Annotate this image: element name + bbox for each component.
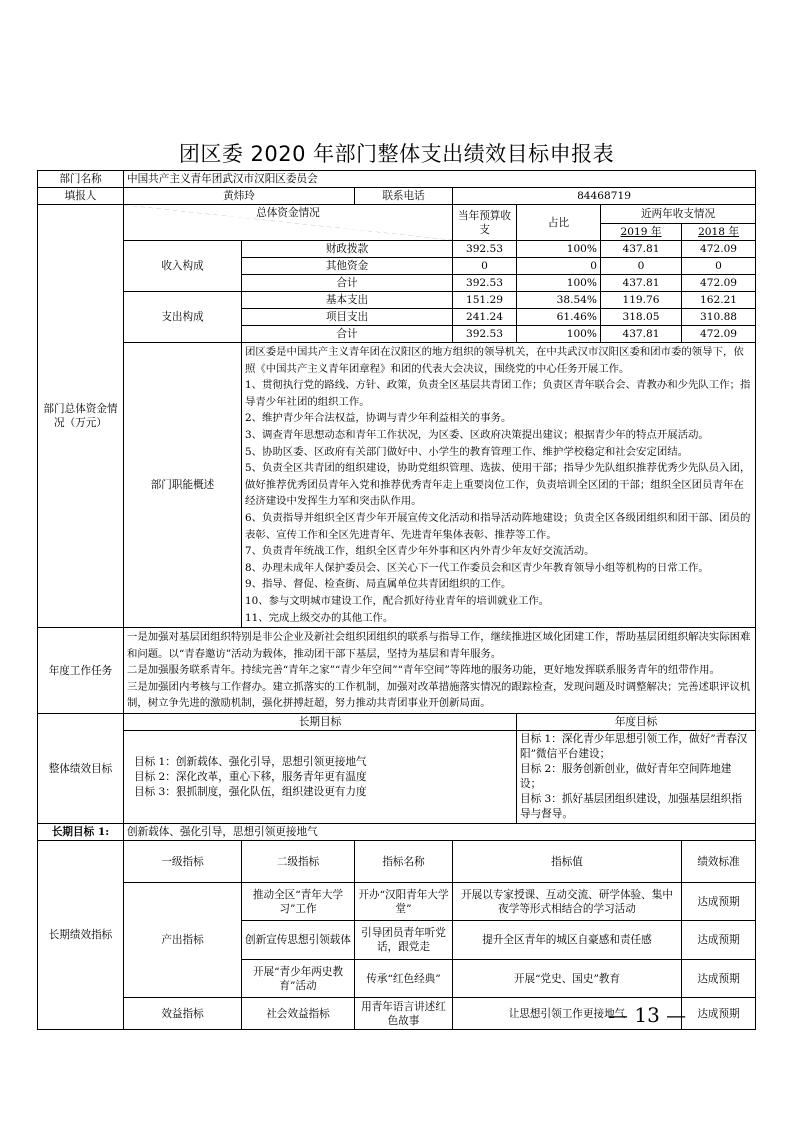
indicator-level2: 推动全区“青年大学习”工作 [242,883,355,921]
funds-header-row [38,205,756,224]
phone-label: 联系电话 [355,188,453,205]
dept-row [38,171,756,188]
long-goal: 目标 2：深化改革，重心下移，服务青年更有温度 [134,770,367,783]
duty-line: 3、调查青年思想动态和青年工作状况，为区委、区政府决策提出建议；根据青少年的特点开展活动。 [245,428,709,441]
indicator-value: 让思想引领工作更接地气 [453,998,682,1030]
indicator-standard: 达成预期 [682,883,756,921]
goals-header-row [38,714,756,731]
funds-section-label: 部门总体资金情况（万元） [38,205,124,628]
income-ratio: 0 [517,258,601,275]
duty-line: 7、负责青年统战工作，组织全区青少年外事和区内外青少年友好交流活动。 [245,545,595,558]
indicator-row [38,883,756,921]
indicator-header: 绩效标准 [682,841,756,883]
duty-line: 5、负责全区共青团的组织建设，协助党组织管理、选拔、使用干部；指导少先队组织推荐优秀少先队员入团，做好推荐优秀团员青年入党和推荐优秀青年走上重要岗位工作，负责培训全区团的干部；组织全区团员青年在经济建设中发挥生力军和突击队作用。 [245,462,751,508]
ratio-header: 占比 [517,205,601,241]
expense-row [38,292,756,309]
indicator-name: 用青年语言讲述红色故事 [355,998,453,1030]
indicator-value: 开展“党史、国史”教育 [453,960,682,998]
income-name: 其他资金 [242,258,453,275]
recent-header: 近两年收支情况 [601,205,756,224]
duty-line: 团区委是中国共产主义青年团在汉阳区的地方组织的领导机关，在中共武汉市汉阳区委和团市委的领导下，依照《中国共产主义青年团章程》和团的代表大会决议，围绕党的中心任务开展工作。 [245,346,744,375]
expense-2019: 119.76 [601,292,682,309]
overall-funds-header [124,205,453,241]
duties-label: 部门职能概述 [124,343,242,628]
annual-goal: 目标 2：服务创新创业，做好青年空间阵地建设； [520,763,732,791]
indicator-level2: 开展“青少年两史教育”活动 [242,960,355,998]
expense-name: 项目支出 [242,309,453,326]
task-line: 三是加强团内考核与工作督办。建立抓落实的工作机制，加强对改革措施落实情况的跟踪检查，发现问题及时调整解决；完善述职评议机制，树立争先进的激励机制，强化拼搏赶超，努力推动共青团事业开创新局面。 [127,680,751,710]
benefit-indicator-label: 效益指标 [124,998,242,1030]
goals-row [38,731,756,824]
annual-tasks-row [38,628,756,714]
expense-2018: 472.09 [682,326,756,343]
expense-ratio: 61.46% [517,309,601,326]
annual-tasks-content [124,628,756,714]
dept-value: 中国共产主义青年团武汉市汉阳区委员会 [124,171,756,188]
income-ratio: 100% [517,275,601,292]
duty-line: 11、完成上级交办的其他工作。 [245,611,394,624]
income-name: 财政拨款 [242,241,453,258]
year-2018-header: 2018 年 [682,224,756,241]
duties-content [242,343,756,628]
output-indicator-label: 产出指标 [124,883,242,998]
long-goal: 目标 3：狠抓制度，强化队伍，组织建设更有力度 [134,785,367,798]
expense-2019: 437.81 [601,326,682,343]
dept-label: 部门名称 [38,171,124,188]
duty-line: 8、办理未成年人保护委员会、区关心下一代工作委员会和区青少年教育领导小组等机构的日常工作。 [245,561,709,574]
income-label: 收入构成 [124,241,242,292]
duty-line: 2、维护青少年合法权益，协调与青少年利益相关的事务。 [245,412,512,425]
indicator-name: 传承“红色经典” [355,960,453,998]
income-2018: 472.09 [682,275,756,292]
income-2018: 0 [682,258,756,275]
overall-funds-label: 总体资金情况 [256,207,320,219]
income-2018: 472.09 [682,241,756,258]
indicator-standard: 达成预期 [682,960,756,998]
indicator-name: 引导团员青年听党话，跟党走 [355,921,453,960]
expense-ratio: 100% [517,326,601,343]
expense-2018: 310.88 [682,309,756,326]
expense-name: 合计 [242,326,453,343]
long-goal: 目标 1：创新载体、强化引导，思想引领更接地气 [134,755,367,768]
duties-row [38,343,756,628]
indicator-header-row [38,841,756,883]
income-2019: 437.81 [601,241,682,258]
duty-line: 1、贯彻执行党的路线、方针、政策，负责全区基层共青团工作；负责区青年联合会、青教办和少先队工作；指导青少年社团的组织工作。 [245,379,751,408]
indicator-header: 一级指标 [124,841,242,883]
indicator-standard: 达成预期 [682,921,756,960]
phone-value: 84468719 [453,188,756,205]
reporter-row [38,188,756,205]
long-goal1-label: 长期目标 1: [38,824,124,841]
page-number: — 13 — [608,1003,687,1027]
indicator-header: 二级指标 [242,841,355,883]
duty-line: 5、协助区委、区政府有关部门做好中、小学生的教育管理工作、维护学校稳定和社会安定团结。 [245,445,689,458]
annual-goal: 目标 3：抓好基层团组织建设，加强基层组织指导与督导。 [520,793,742,821]
overall-goals-label: 整体绩效目标 [38,714,124,824]
annual-goals-content [517,731,756,824]
performance-table [37,170,756,1030]
indicator-value: 提升全区青年的城区自豪感和责任感 [453,921,682,960]
income-row [38,241,756,258]
duty-line: 6、负责指导并组织全区青少年开展宣传文化活动和指导活动阵地建设；负责全区各级团组织和团干部、团员的表彰、宣传工作和全区先进青年、先进青年集体表彰、推荐等工作。 [245,511,751,541]
income-ratio: 100% [517,241,601,258]
expense-name: 基本支出 [242,292,453,309]
expense-budget: 392.53 [453,326,517,343]
budget-header: 当年预算收支 [453,205,517,241]
income-budget: 392.53 [453,275,517,292]
income-2019: 0 [601,258,682,275]
indicator-standard: 达成预期 [682,998,756,1030]
income-budget: 392.53 [453,241,517,258]
year-2019-header: 2019 年 [601,224,682,241]
annual-tasks-label: 年度工作任务 [38,628,124,714]
page-title: 团区委 2020 年部门整体支出绩效目标申报表 [178,142,615,166]
reporter-label: 填报人 [38,188,124,205]
expense-budget: 241.24 [453,309,517,326]
indicator-header: 指标值 [453,841,682,883]
income-name: 合计 [242,275,453,292]
annual-goal: 目标 1：深化青少年思想引领工作，做好”青春汉阳”微信平台建设； [520,733,748,761]
income-budget: 0 [453,258,517,275]
indicator-name: 开办“汉阳青年大学堂” [355,883,453,921]
indicator-value: 开展以专家授课、互动交流、研学体验、集中夜学等形式相结合的学习活动 [453,883,682,921]
indicator-level2: 社会效益指标 [242,998,355,1030]
indicator-header: 指标名称 [355,841,453,883]
annual-goals-header: 年度目标 [517,714,756,731]
expense-2019: 318.05 [601,309,682,326]
diagonal-line [124,205,452,240]
long-goal1-row [38,824,756,841]
long-goals-content [124,731,517,824]
expense-budget: 151.29 [453,292,517,309]
expense-label: 支出构成 [124,292,242,343]
expense-ratio: 38.54% [517,292,601,309]
duty-line: 10、参与文明城市建设工作，配合抓好待业青年的培训就业工作。 [245,594,550,607]
long-goal1-value: 创新载体、强化引导，思想引领更接地气 [124,824,756,841]
task-line: 二是加强服务联系青年。持续完善“青年之家”“青少年空间”“青年空间”等阵地的服务功能，更好地发挥联系服务青年的纽带作用。 [127,664,720,677]
reporter-name: 黄炜玲 [124,188,355,205]
indicators-section-label: 长期绩效指标 [38,841,124,1030]
duty-line: 9、指导、督促、检查街、局直属单位共青团组织的工作。 [245,578,512,591]
expense-2018: 162.21 [682,292,756,309]
long-goals-header: 长期目标 [124,714,517,731]
task-line: 一是加强对基层团组织特别是非公企业及新社会组织团组织的联系与指导工作，继续推进区域化团建工作，帮助基层团组织解决实际困难和问题。以“青春邀访”活动为载体，推动团干部下基层，坚持为基层和青年服务。 [127,631,751,660]
indicator-level2: 创新宣传思想引领载体 [242,921,355,960]
income-2019: 437.81 [601,275,682,292]
